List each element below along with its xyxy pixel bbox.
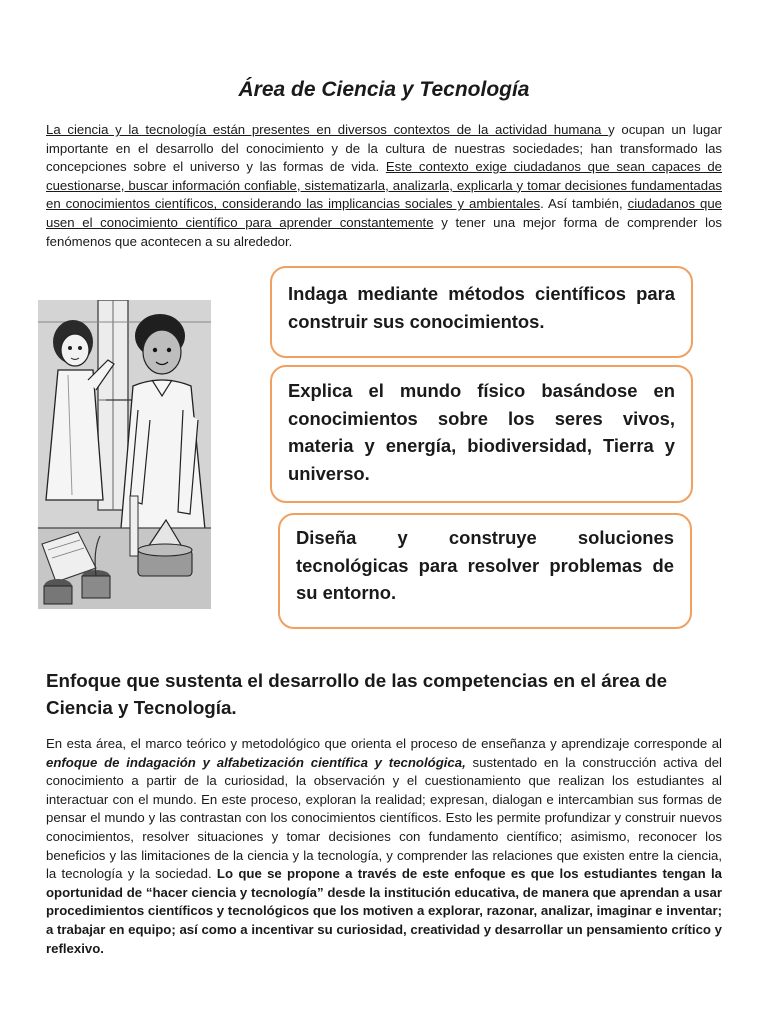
page-title: Área de Ciencia y Tecnología [238,78,530,101]
intro-underlined-3: ciudadanos que usen el conocimiento científico para aprender constantemente [46,196,723,230]
section-bold-text: Lo que se propone a través de este enfoque es que los estudiantes tengan la oportunidad de “hacer ciencia y tecnología” desde la institución educativa, de manera que aprendan a usar procedimientos científicos y tecnológicos que los motiven a explorar, razonar, analizar, imaginar e inventar; a trabajar en equipo; así como a incentivar su curiosidad, creatividad y desarrollar un pensamiento crítico y reflexivo. [46,866,722,956]
intro-underlined-1: La ciencia y la tecnología están presentes en diversos contextos de la actividad humana [46,122,609,137]
competency-box-disena: Diseña y construye soluciones tecnológicas para resolver problemas de su entorno. [278,513,692,629]
section-emphasis: enfoque de indagación y alfabetización científica y tecnológica, [46,754,466,770]
intro-text-3: y tener una mejor forma de comprender los fenómenos que acontecen a su alrededor. [46,214,723,249]
section-heading: Enfoque que sustenta el desarrollo de las competencias en el área de Ciencia y Tecnología. [46,670,668,718]
section-text-2: sustentado en la construcción activa del conocimiento a partir de la curiosidad, la observación y el cuestionamiento que realizan los estudiantes al interactuar con el mundo. En este proceso, exploran la realidad; expresan, dialogan e intercambian sus formas de pensar el mundo y las contrastan con los conocimientos científicos. Esto les permite profundizar y construir nuevos conocimientos, resolver situaciones y tomar decisiones con fundamento científico; asimismo, reconocer los beneficios y las limitaciones de la ciencia y la tecnología, y comprender las relaciones que existen entre la ciencia, la tecnología y la sociedad. [46,754,722,882]
competency-box-explica: Explica el mundo físico basándose en conocimientos sobre los seres vivos, materia y energía, biodiversidad, Tierra y universo. [270,365,693,503]
section-paragraph [46,735,722,958]
intro-text-2: . Así también, [540,196,628,212]
intro-paragraph [46,121,722,251]
illustration-drawing [38,300,211,609]
intro-text-1: y ocupan un lugar importante en el desarrollo del conocimiento y de la cultura de nuestras sociedades; han transformado las concepciones sobre el universo y las formas de vida. [46,122,723,175]
section-text-1: En esta área, el marco teórico y metodológico que orienta el proceso de enseñanza y aprendizaje corresponde al [46,736,722,751]
students-experiment-illustration [38,300,211,609]
intro-underlined-2: Este contexto exige ciudadanos que sean capaces de cuestionarse, buscar información confiable, sistematizarla, analizarla, explicarla y tomar decisiones fundamentadas en conocimientos científicos, considerando las implicancias sociales y ambientales [46,159,723,212]
competency-box-indaga: Indaga mediante métodos científicos para construir sus conocimientos. [270,266,693,358]
